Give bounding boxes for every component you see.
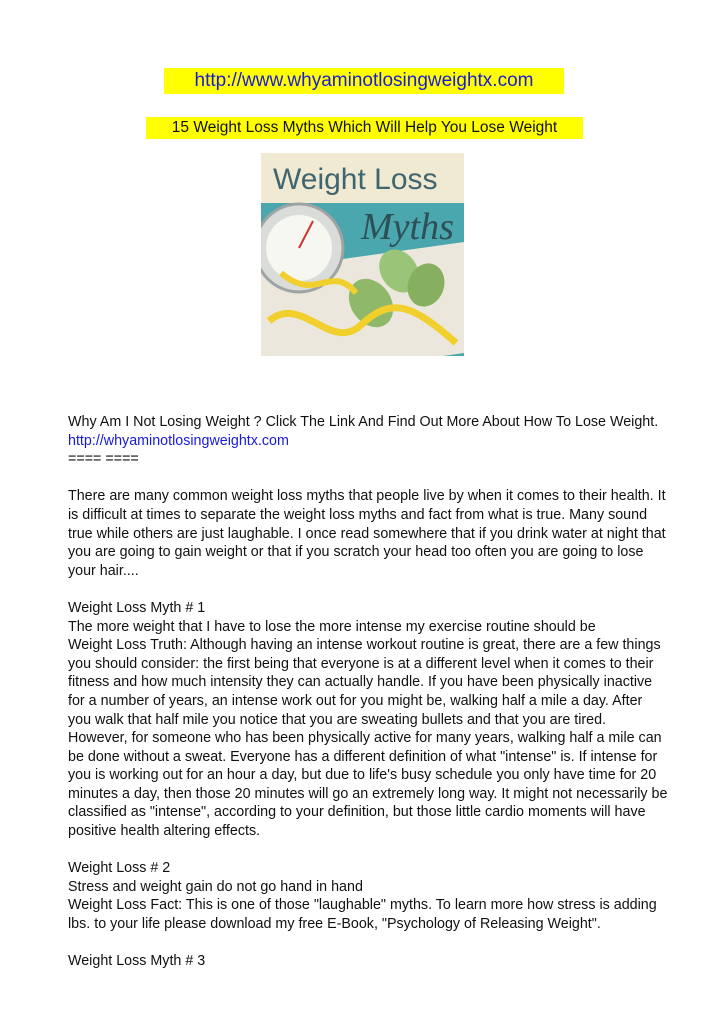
- header-url-link[interactable]: http://www.whyaminotlosingweightx.com: [164, 68, 564, 94]
- document-title: 15 Weight Loss Myths Which Will Help You Lose Weight: [146, 117, 583, 139]
- myth3-heading: Weight Loss Myth # 3: [68, 953, 206, 970]
- myth2-statement: Stress and weight gain do not go hand in hand: [68, 878, 363, 895]
- separator-line: ==== ====: [68, 451, 139, 468]
- myth1-statement: The more weight that I have to lose the more intense my exercise routine should be: [68, 618, 596, 635]
- intro-line: Why Am I Not Losing Weight ? Click The Link And Find Out More About How To Lose Weight.: [68, 414, 659, 430]
- paragraph-intro: There are many common weight loss myths that people live by when it comes to their health. It is difficult at times to separate the weight loss myths and fact from what is true. Many sound true while others are just laughable. I once read somewhere that if you drink water at night that you are going to gain weight or that if you scratch your head too often you are going to lose your hair....: [68, 488, 666, 579]
- myth2-heading: Weight Loss # 2: [68, 860, 171, 877]
- cover-title-line1: Weight Loss: [273, 163, 438, 196]
- myth2-fact: Weight Loss Fact: This is one of those "laughable" myths. To learn more how stress is adding lbs. to your life please download my free E-Book, "Psychology of Releasing Weight".: [68, 897, 657, 933]
- intro-link[interactable]: http://whyaminotlosingweightx.com: [68, 432, 289, 449]
- weight-loss-myths-cover-image: [261, 153, 464, 356]
- myth1-heading: Weight Loss Myth # 1: [68, 599, 206, 616]
- article-body: [68, 413, 668, 971]
- cover-title-line2: Myths: [361, 206, 454, 248]
- myth1-truth: Weight Loss Truth: Although having an intense workout routine is great, there are a few things you should consider: the first being that everyone is at a different level when it comes to their fitness and how much intensity they can actually handle. If you have been physically inactive for a number of years, an intense work out for you might be, walking half a mile a day. After you walk that half mile you notice that you are sweating bullets and that you are tired. However, for someone who has been physically active for many years, walking half a mile can be done without a sweat. Everyone has a different definition of what "intense" is. If intense for you is working out for an hour a day, but due to life's busy schedule you only have time for 20 minutes a day, then those 20 minutes will go an extremely long way. It might not necessarily be classified as "intense", according to your definition, but those little cardio moments will have positive health altering effects.: [68, 637, 668, 840]
- cover-illustration: [261, 153, 464, 356]
